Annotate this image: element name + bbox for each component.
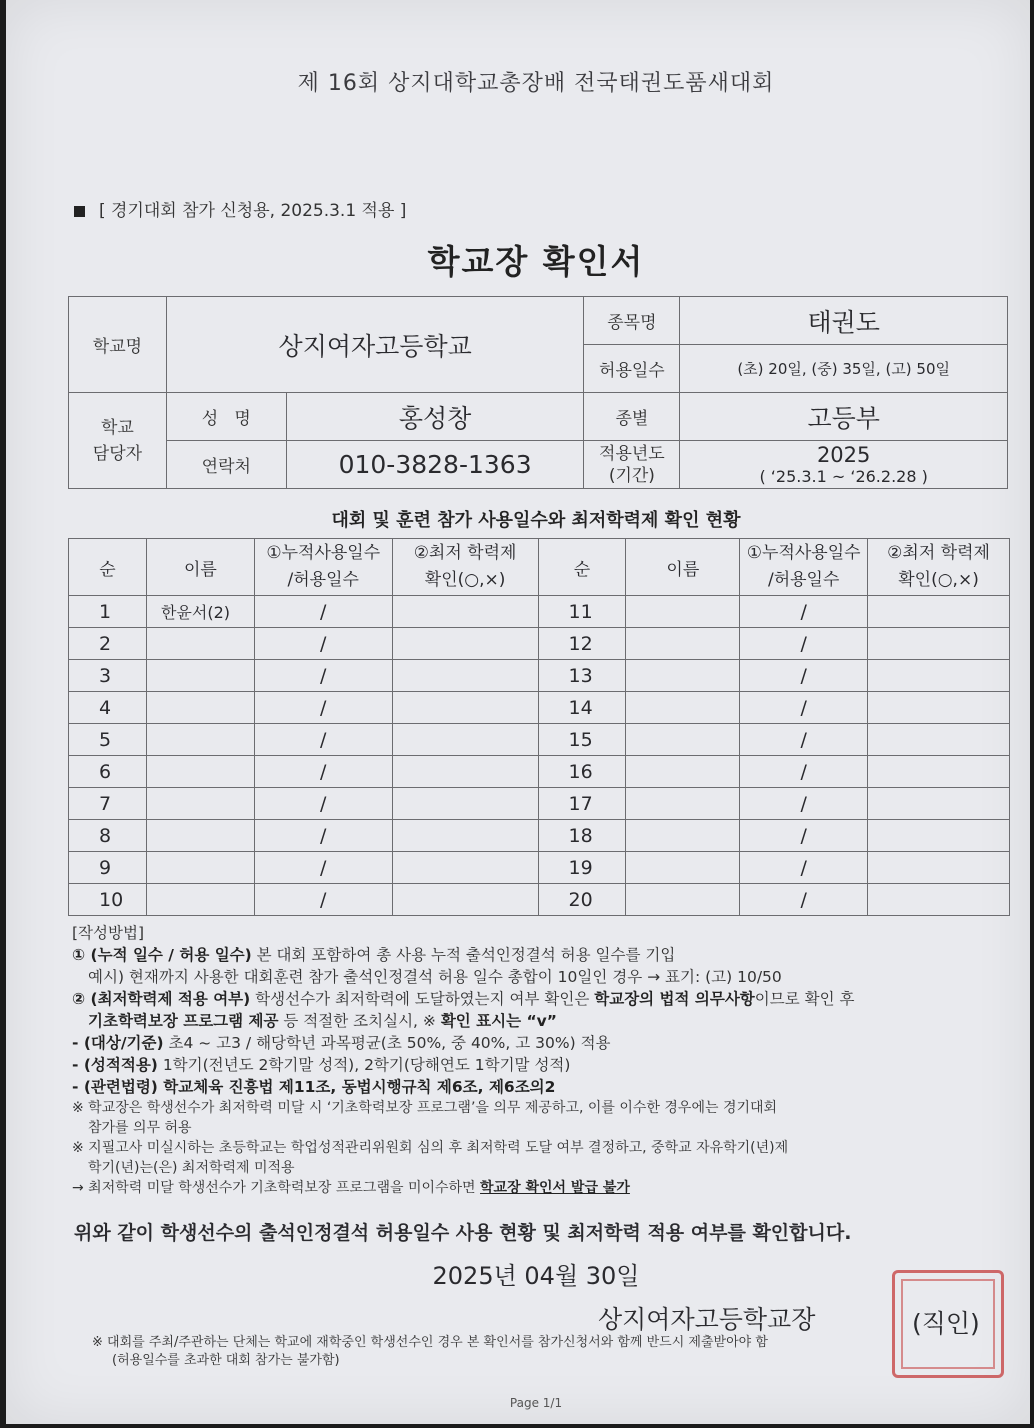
row-min-score (868, 596, 1010, 628)
row-min-score (868, 820, 1010, 852)
row-days: / (254, 852, 392, 884)
bullet-law (72, 1076, 1032, 1098)
row-name (626, 852, 740, 884)
remark-2: ※ 지필고사 미실시하는 초등학교는 학업성적관리위원회 심의 후 최저학력 도달 여부 결정하고, 중학교 자유학기(년)제 (72, 1140, 789, 1156)
bullet-law-text: 학교체육 진흥법 제11조, 동법시행규칙 제6조, 제6조의2 (157, 1078, 556, 1096)
row-min-score (392, 628, 538, 660)
row-min-score (392, 596, 538, 628)
instructions-heading: [작성방법] (72, 924, 144, 942)
row-name (626, 756, 740, 788)
issue-date: 2025년 04월 30일 (432, 1262, 640, 1290)
note-1 (72, 944, 1032, 966)
row-min-score (392, 820, 538, 852)
table-row (69, 852, 1010, 884)
row-seq: 1 (69, 596, 147, 628)
row-min-score (868, 692, 1010, 724)
table-row (69, 884, 1010, 916)
row-name (626, 628, 740, 660)
bullet-target-lead: - (대상/기준) (72, 1034, 164, 1052)
remark-3-underline: 학교장 확인서 발급 불가 (480, 1180, 630, 1196)
page-number: Page 1/1 (509, 1396, 563, 1410)
note-2-line2-text: 등 적절한 조치실시, ※ (278, 1012, 441, 1030)
note-2-lead: ② (최저학력제 적용 여부) (72, 990, 251, 1008)
table-row (69, 788, 1010, 820)
row-min-score (392, 884, 538, 916)
row-seq: 12 (538, 628, 626, 660)
row-days: / (254, 628, 392, 660)
row-days: / (254, 884, 392, 916)
year-cell (680, 441, 1008, 489)
row-days: / (740, 660, 868, 692)
row-seq: 16 (538, 756, 626, 788)
row-seq: 4 (69, 692, 147, 724)
row-min-score (868, 660, 1010, 692)
phone-value: 010-3828-1363 (286, 441, 584, 489)
note-1-text: 본 대회 포함하여 총 사용 누적 출석인정결석 허용 일수를 기입 (251, 946, 676, 964)
header-days: ①누적사용일수 /허용일수 (740, 539, 868, 596)
days-value: (초) 20일, (중) 35일, (고) 50일 (680, 345, 1008, 393)
note-2-line2 (72, 1010, 1032, 1032)
row-days: / (254, 820, 392, 852)
row-days: / (740, 884, 868, 916)
row-days: / (740, 724, 868, 756)
row-seq: 9 (69, 852, 147, 884)
row-days: / (740, 756, 868, 788)
year-period: ( ‘25.3.1 ~ ‘26.2.28 ) (759, 467, 928, 486)
row-name (146, 692, 254, 724)
bullet-grades-lead: - (성적적용) (72, 1056, 158, 1074)
row-min-score (392, 788, 538, 820)
row-name (146, 724, 254, 756)
row-min-score (392, 660, 538, 692)
application-note-text: [ 경기대회 참가 신청용, 2025.3.1 적용 ] (99, 201, 407, 221)
header-name: 이름 (146, 539, 254, 596)
header-min-score: ②최저 학력제 확인(○,×) (868, 539, 1010, 596)
row-days: / (740, 788, 868, 820)
row-days: / (740, 692, 868, 724)
division-value: 고등부 (680, 393, 1008, 441)
row-seq: 3 (69, 660, 147, 692)
footnote-line1: ※ 대회를 주최/주관하는 단체는 학교에 재학중인 학생선수인 경우 본 확인서를 참가신청서와 함께 반드시 제출받아야 함 (92, 1335, 768, 1350)
document-title: 학교장 확인서 (427, 242, 645, 281)
school-name: 상지여자고등학교 (166, 297, 584, 393)
row-name (626, 788, 740, 820)
row-days: / (254, 756, 392, 788)
row-name (626, 724, 740, 756)
note-2-text: 학생선수가 최저학력에 도달하였는지 여부 확인은 (250, 990, 595, 1008)
row-seq: 14 (538, 692, 626, 724)
row-name: 한윤서(2) (146, 596, 254, 628)
row-seq: 8 (69, 820, 147, 852)
header-min-score: ②최저 학력제 확인(○,×) (392, 539, 538, 596)
table-row (69, 660, 1010, 692)
event-title: 제 16회 상지대학교총장배 전국태권도품새대회 (297, 71, 775, 96)
row-days: / (740, 852, 868, 884)
bullet-target-text: 초4 ~ 고3 / 해당학년 과목평균(초 50%, 중 40%, 고 30%) 적용 (163, 1034, 611, 1052)
table-row (69, 756, 1010, 788)
row-seq: 10 (69, 884, 147, 916)
instructions (72, 922, 1032, 1198)
division-label: 종별 (584, 393, 680, 441)
table-row (69, 628, 1010, 660)
row-seq: 20 (538, 884, 626, 916)
row-min-score (868, 724, 1010, 756)
table-row (69, 596, 1010, 628)
row-days: / (254, 692, 392, 724)
row-name (146, 884, 254, 916)
bullet-grades-text: 1학기(전년도 2학기말 성적), 2학기(당해연도 1학기말 성적) (157, 1056, 571, 1074)
roster-table (68, 538, 1010, 916)
row-min-score (868, 628, 1010, 660)
document-page (6, 0, 1030, 1424)
phone-label: 연락처 (166, 441, 286, 489)
remark-3 (72, 1178, 1032, 1198)
header-days: ①누적사용일수 /허용일수 (254, 539, 392, 596)
bullet-target (72, 1032, 1032, 1054)
row-name (626, 884, 740, 916)
footnote-line2: (허용일수를 초과한 대회 참가는 불가함) (112, 1353, 340, 1368)
school-label: 학교명 (69, 297, 167, 393)
table-row (69, 724, 1010, 756)
row-days: / (740, 628, 868, 660)
remark-2-line2: 학기(년)는(은) 최저학력제 미적용 (88, 1160, 295, 1176)
row-name (146, 820, 254, 852)
confirmation-statement: 위와 같이 학생선수의 출석인정결석 허용일수 사용 현황 및 최저학력 적용 여부를 확인합니다. (74, 1222, 852, 1244)
row-min-score (868, 852, 1010, 884)
bullet-grades (72, 1054, 1032, 1076)
row-seq: 5 (69, 724, 147, 756)
row-days: / (740, 596, 868, 628)
note-2-line2-bold: 기초학력보장 프로그램 제공 (88, 1012, 279, 1030)
row-min-score (868, 756, 1010, 788)
row-min-score (868, 884, 1010, 916)
section-title: 대회 및 훈련 참가 사용일수와 최저학력제 확인 현황 (331, 510, 741, 531)
note-2-tail: 이므로 확인 후 (754, 990, 855, 1008)
contact-name: 홍성창 (286, 393, 584, 441)
remark-3-text: → 최저학력 미달 학생선수가 기초학력보장 프로그램을 미이수하면 (72, 1180, 481, 1196)
row-days: / (254, 724, 392, 756)
row-days: / (740, 820, 868, 852)
row-seq: 6 (69, 756, 147, 788)
row-name (146, 628, 254, 660)
note-2-bold: 학교장의 법적 의무사항 (594, 990, 755, 1008)
school-info-table (68, 296, 1008, 489)
row-name (146, 660, 254, 692)
event-label: 종목명 (584, 297, 680, 345)
note-2 (72, 988, 1032, 1010)
row-name (146, 852, 254, 884)
row-name (626, 660, 740, 692)
remark-1-line2: 참가를 의무 허용 (88, 1120, 192, 1136)
row-seq: 11 (538, 596, 626, 628)
days-label: 허용일수 (584, 345, 680, 393)
note-1-lead: ① (누적 일수 / 허용 일수) (72, 946, 252, 964)
row-min-score (392, 724, 538, 756)
row-days: / (254, 596, 392, 628)
row-seq: 17 (538, 788, 626, 820)
row-seq: 7 (69, 788, 147, 820)
application-note (74, 196, 406, 221)
table-row (69, 692, 1010, 724)
row-seq: 2 (69, 628, 147, 660)
name-label: 성 명 (166, 393, 286, 441)
row-days: / (254, 660, 392, 692)
row-name (146, 788, 254, 820)
row-seq: 19 (538, 852, 626, 884)
header-seq: 순 (538, 539, 626, 596)
bullet-law-lead: - (관련법령) (72, 1078, 158, 1096)
principal-name: 상지여자고등학교장 (598, 1305, 816, 1334)
row-days: / (254, 788, 392, 820)
roster-body (69, 596, 1010, 916)
contact-label: 학교 담당자 (69, 393, 167, 489)
year-label: 적용년도 (기간) (584, 441, 680, 489)
remark-1: ※ 학교장은 학생선수가 최저학력 미달 시 ‘기초학력보장 프로그램’을 의무 제공하고, 이를 이수한 경우에는 경기대회 (72, 1100, 778, 1116)
note-2-line2-mark: 확인 표시는 “v” (440, 1012, 557, 1030)
row-min-score (392, 692, 538, 724)
footnote (92, 1334, 768, 1370)
table-row (69, 820, 1010, 852)
row-seq: 15 (538, 724, 626, 756)
event-value: 태권도 (680, 297, 1008, 345)
row-seq: 13 (538, 660, 626, 692)
row-seq: 18 (538, 820, 626, 852)
row-min-score (392, 756, 538, 788)
row-name (146, 756, 254, 788)
note-1-example: 예시) 현재까지 사용한 대회훈련 참가 출석인정결석 허용 일수 총합이 10일인 경우 → 표기: (고) 10/50 (88, 968, 782, 986)
header-seq: 순 (69, 539, 147, 596)
row-min-score (392, 852, 538, 884)
seal-mark: (직인) (912, 1309, 980, 1338)
row-name (626, 596, 740, 628)
row-min-score (868, 788, 1010, 820)
bullet-square-icon (74, 206, 85, 217)
year-value: 2025 (816, 443, 871, 467)
row-name (626, 820, 740, 852)
row-name (626, 692, 740, 724)
header-name: 이름 (626, 539, 740, 596)
